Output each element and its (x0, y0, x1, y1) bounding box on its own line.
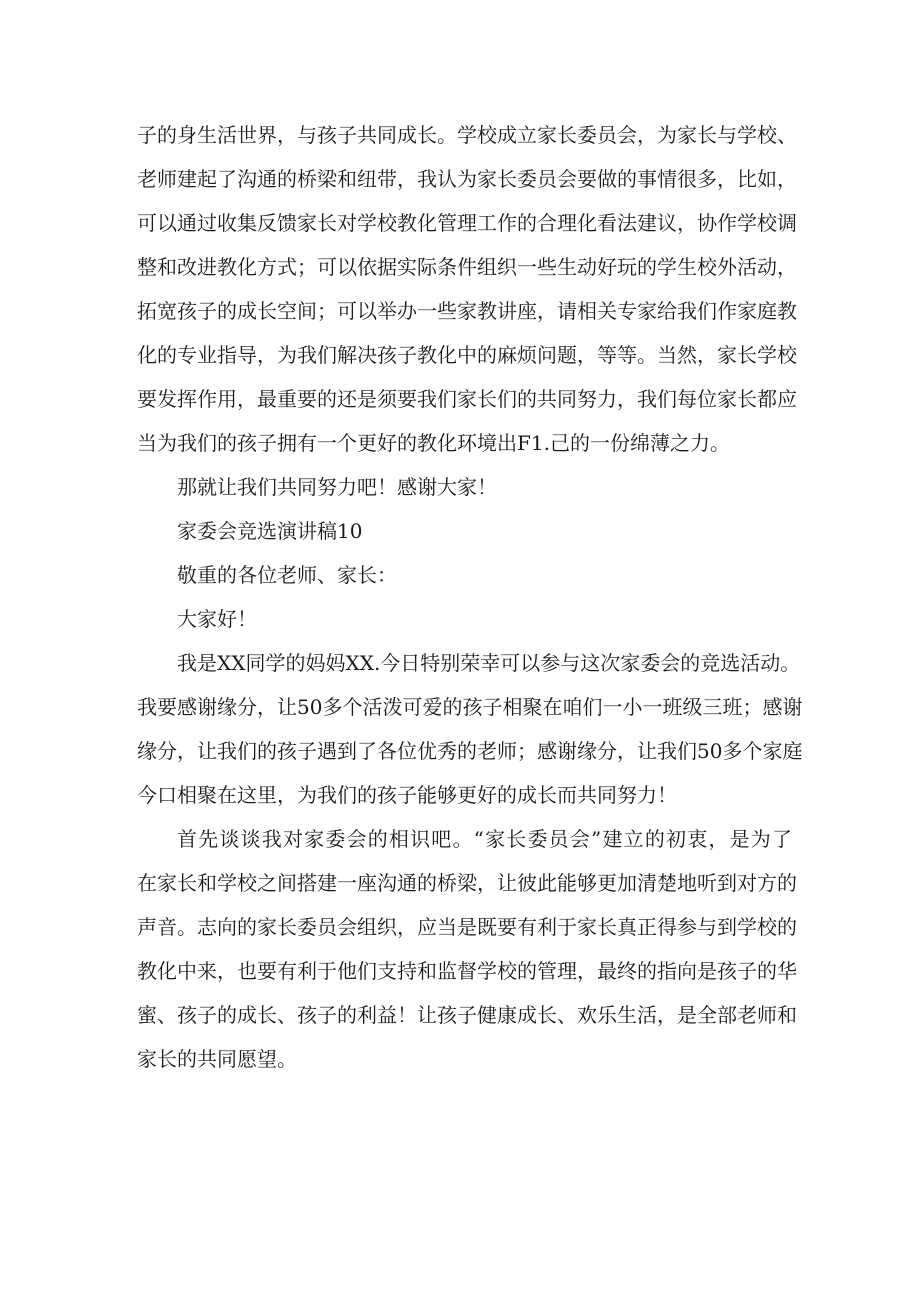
section-heading: 家委会竞选演讲稿10 (177, 519, 363, 543)
text-line: 家长的共同愿望。 (137, 1047, 297, 1071)
text-line: 我要感谢缘分，让50多个活泼可爱的孩子相聚在咱们一小一班级三班；感谢 (137, 695, 803, 719)
greeting: 大家好！ (177, 607, 257, 631)
text-line: 教化中来，也要有利于他们支持和监督学校的管理，最终的指向是孩子的华 (137, 959, 797, 983)
text-line: 拓宽孩子的成长空间；可以举办一些家教讲座，请相关专家给我们作家庭教 (137, 299, 797, 323)
text-line: 可以通过收集反馈家长对学校教化管理工作的合理化看法建议，协作学校调 (137, 211, 797, 235)
text-line: 缘分，让我们的孩子遇到了各位优秀的老师；感谢缘分，让我们50多个家庭 (137, 739, 803, 763)
text-line: 我是XX同学的妈妈XX.今日特别荣幸可以参与这次家委会的竞选活动。 (177, 651, 801, 675)
document-body (137, 113, 803, 1081)
text-line: 首先谈谈我对家委会的相识吧。“家长委员会”建立的初衷，是为了 (177, 827, 792, 851)
text-line: 当为我们的孩子拥有一个更好的教化环境出F1.己的一份绵薄之力。 (137, 431, 730, 455)
text-line: 化的专业指导，为我们解决孩子教化中的麻烦问题，等等。当然，家长学校 (137, 343, 797, 367)
text-line: 在家长和学校之间搭建一座沟通的桥梁，让彼此能够更加清楚地听到对方的 (137, 871, 797, 895)
salutation: 敬重的各位老师、家长： (177, 563, 397, 587)
closing-line: 那就让我们共同努力吧！感谢大家！ (177, 475, 497, 499)
text-line: 子的身生活世界，与孩子共同成长。学校成立家长委员会，为家长与学校、 (137, 123, 797, 147)
text-line: 要发挥作用，最重要的还是须要我们家长们的共同努力，我们每位家长都应 (137, 387, 797, 411)
text-line: 声音。志向的家长委员会组织，应当是既要有利于家长真正得参与到学校的 (137, 915, 797, 939)
text-line: 蜜、孩子的成长、孩子的利益！让孩子健康成长、欢乐生活，是全部老师和 (137, 1003, 797, 1027)
text-line: 今口相聚在这里，为我们的孩子能够更好的成长而共同努力！ (137, 783, 677, 807)
text-line: 老师建起了沟通的桥梁和纽带，我认为家长委员会要做的事情很多，比如， (137, 167, 797, 191)
text-line: 整和改进教化方式；可以依据实际条件组织一些生动好玩的学生校外活动， (137, 255, 797, 279)
